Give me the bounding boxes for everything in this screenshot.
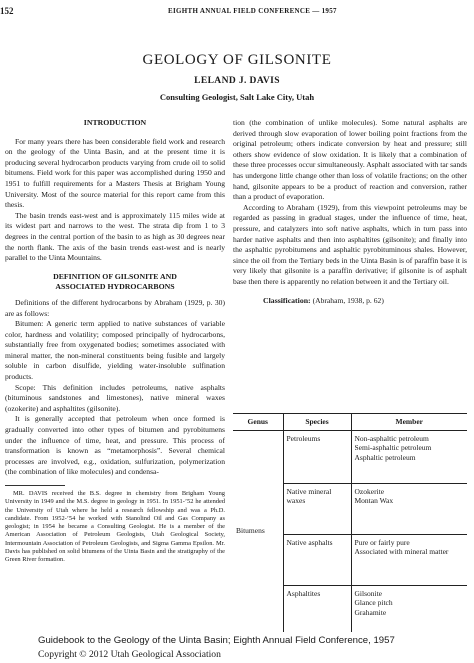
header-genus: Genus (233, 414, 283, 431)
body-paragraph: According to Abraham (1929), from this viewpoint petroleums may be regarded as passing in gradual stages, under the influence of time, heat, pressure, and catalyzers into soft native asphalts, which in turn pass into harder native asphalts and then into asphaltites (gilsonite); and finally into the asphaltic pyrobitumens and asphaltic pyrobituminous shales. However, since the oil from the Tertiary beds in the Uinta Basin is of paraffin base it is very likely that gilsonite is a paraffin derivative; if gilsonite is of asphalt base then there is apparently no relation between it and the Tertiary oil. (233, 202, 467, 286)
genus-cell: Bitumens (236, 526, 265, 536)
definition-heading: DEFINITION OF GILSONITE AND (53, 271, 177, 281)
classification-caption (233, 296, 467, 307)
page-number: 152 (0, 6, 14, 16)
species-cell: Native asphalts (283, 534, 351, 585)
right-column (233, 118, 467, 306)
guidebook-citation: Guidebook to the Geology of the Uinta Basin; Eighth Annual Field Conference, 1957 (38, 635, 395, 646)
species-cell: Native mineral waxes (283, 483, 351, 534)
intro-paragraph: For many years there has been considerable field work and research on the geology of the Uinta Basin, and at the present time it is producing several hydrocarbon products varying from crude oil to solid bitumens. Field work for this paper was accomplished during 1950 and 1951 to fulfill requirements for a Masters Thesis at Brigham Young University. Most of the source material for this report came from this thesis. (5, 136, 225, 210)
copyright-notice: Copyright © 2012 Utah Geological Association (38, 649, 221, 660)
scope-paragraph: Scope: This definition includes petroleums, native asphalts (bituminous sandstones and limestones), native mineral waxes (ozokerite) and asphaltites (gilsonite). (5, 382, 225, 413)
bitumen-definition: Bitumen: A generic term applied to native substances of variable color, hardness and volatility; composed principally of hydrocarbons, substantially free from oxygenated bodies; sometimes associated with mineral matter, the non-mineral constituents being fusible and largely soluble in carbon disulfide, yielding water-insoluble sulfination products. (5, 319, 225, 382)
body-paragraph: tion (the combination of unlike molecules). Some natural asphalts are derived through slow evaporation of lower boiling point fractions from the original petroleum; others indicate conversion by heat and pressure; still others show evidence of slow oxidation. It is likely that a combination of these three processes occur simultaneously. Asphalt associated with tar sands has undergone little change other than loss of volatile fractions; on the other hand, gilsonite appears to be a product of reaction and conversion, rather than a product of evaporation. (233, 118, 468, 202)
intro-paragraph: The basin trends east-west and is approximately 115 miles wide at its widest part and narrows to the west. The strata dip from 1 to 3 degrees in the central portion of the basin to as high as 30 degrees near the north flank. The axis of the basin trends east-west and is nearly parallel to the Uinta Mountains. (5, 210, 225, 263)
footnote-divider (5, 485, 65, 486)
header-species: Species (283, 414, 351, 431)
member-cell: Pure or fairly pure Associated with mineral matter (351, 534, 467, 585)
metamorphosis-paragraph: It is generally accepted that petroleum when once formed is gradually converted into other types of bitumen and pyrobitumens under the influence of time, heat, and pressure. This process of transformation is known as “metamorphosis”. Several chemical processes are involved, e.g., oxidation, sulfurization, polymerization (the combination of like molecules) and condensa- (5, 414, 225, 477)
classification-reference: (Abraham, 1938, p. 62) (312, 295, 384, 305)
definition-heading-line-2: ASSOCIATED HYDROCARBONS (55, 282, 175, 292)
member-cell: Gilsonite Glance pitch Grahamite (351, 585, 467, 632)
conference-header: EIGHTH ANNUAL FIELD CONFERENCE — 1957 (168, 7, 337, 15)
table-row (233, 430, 467, 483)
species-cell: Asphaltites (283, 585, 351, 632)
article-title: GEOLOGY OF GILSONITE (142, 52, 332, 68)
author-name: LELAND J. DAVIS (194, 76, 280, 86)
introduction-heading: INTRODUCTION (83, 118, 147, 127)
member-cell: Non-asphaltic petroleum Semi-asphaltic petroleum Asphaltic petroleum (351, 430, 467, 483)
classification-table (233, 413, 467, 632)
species-cell: Petroleums (283, 430, 351, 483)
left-column (5, 114, 225, 565)
page-header (0, 6, 474, 20)
table-header-row (233, 414, 467, 431)
header-member: Member (351, 414, 467, 431)
classification-label: Classification: (263, 295, 311, 305)
author-affiliation: Consulting Geologist, Salt Lake City, Utah (159, 92, 315, 102)
member-cell: Ozokerite Montan Wax (351, 483, 467, 534)
author-footnote: MR. DAVIS received the B.S. degree in chemistry from Brigham Young University in 1949 and the M.S. degree in geology in 1951. In 1951-’52 he attended the University of Utah where he held a research fellowship and was a Ph.D. candidate. From 1952-’54 he worked with Stanolind Oil and Gas Company as geologist; in 1954 he became a Consulting Geologist. He is a member of the American Association of Petroleum Geologists, Utah Geological Society, Intermountain Association of Petroleum Geologists, and Sigma Gamma Epsilon. Mr. Davis has published on solid bitumens of the Uinta Basin and the stratigraphy of the Green River formation. (5, 490, 225, 564)
definition-paragraph: Definitions of the different hydrocarbons by Abraham (1929, p. 30) are as follows: (5, 297, 225, 318)
